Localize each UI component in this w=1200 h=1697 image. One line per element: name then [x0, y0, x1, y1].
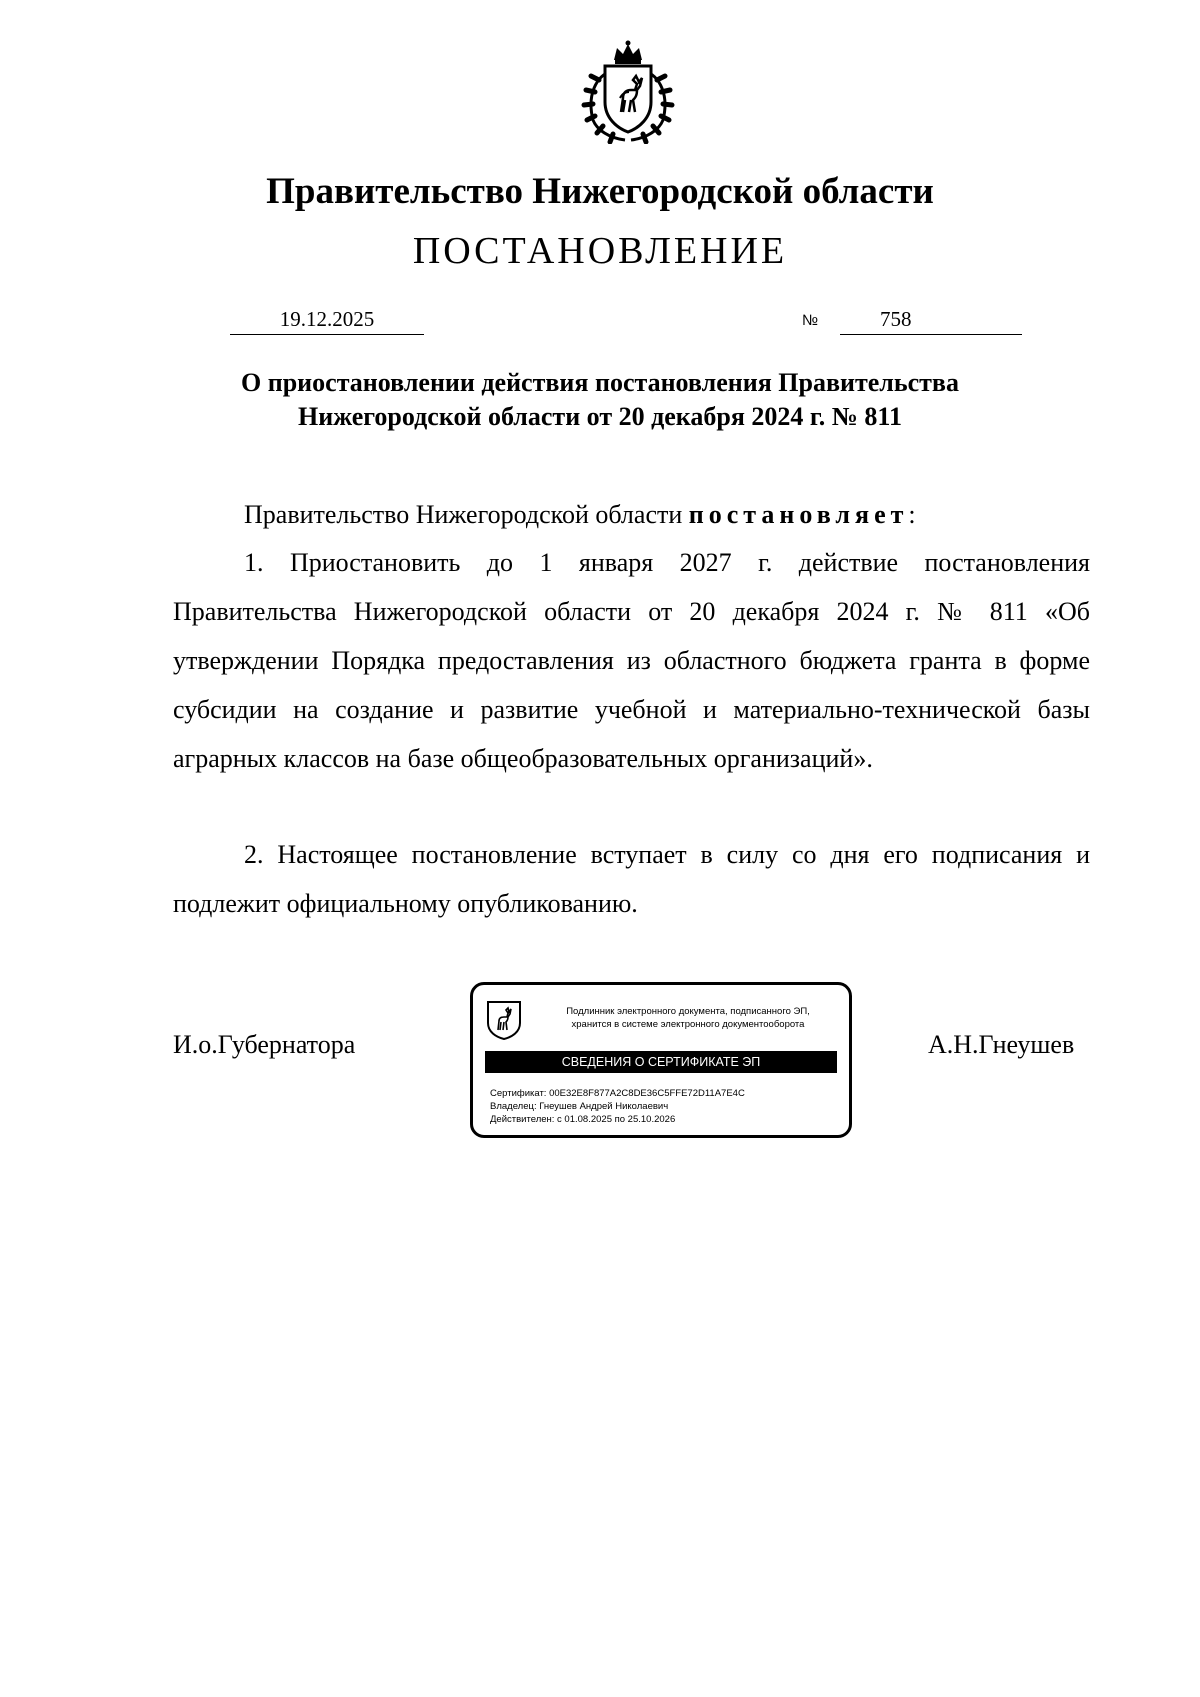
document-date: 19.12.2025 [230, 304, 424, 335]
document-number-field [840, 304, 1022, 335]
document-type: ПОСТАНОВЛЕНИЕ [412, 230, 788, 272]
preamble-text: Правительство Нижегородской области [244, 500, 689, 529]
subject-line: О приостановлении действия постановления Правительства [241, 368, 959, 397]
certificate-owner: Владелец: Гнеушев Андрей Николаевич [490, 1101, 669, 1112]
certificate-number: Сертификат: 00E32E8F877A2C8DE36C5FFE72D11A7E4C [490, 1088, 745, 1099]
paragraph-1: 1. Приостановить до 1 января 2027 г. действие постановления Правительства Нижегородской области от 20 декабря 2024 г. № 811 «Об утверждении Порядка предоставления из областного бюджета гранта в форме субсидии на создание и развитие учебной и материально-технической базы аграрных классов на базе общеобразовательных организаций». [173, 548, 1090, 773]
certificate-validity: Действителен: с 01.08.2025 по 25.10.2026 [490, 1114, 676, 1125]
signer-name: А.Н.Гнеушев [928, 1030, 1075, 1059]
stamp-header: СВЕДЕНИЯ О СЕРТИФИКАТЕ ЭП [485, 1051, 837, 1073]
organization-title: Правительство Нижегородской области [266, 171, 934, 212]
signer-position: И.о.Губернатора [173, 1030, 356, 1059]
deer-shield-icon [485, 999, 523, 1041]
stamp-caption-line: хранится в системе электронного документооборота [571, 1019, 805, 1030]
electronic-signature-stamp [470, 982, 852, 1138]
preamble [244, 490, 916, 539]
stamp-caption-line: Подлинник электронного документа, подписанного ЭП, [566, 1006, 810, 1017]
stamp-caption [543, 1005, 833, 1031]
number-sign: № [802, 312, 819, 329]
paragraph-2: 2. Настоящее постановление вступает в силу со дня его подписания и подлежит официальному опубликованию. [173, 840, 1090, 918]
subject-line: Нижегородской области от 20 декабря 2024 г. № 811 [298, 402, 902, 431]
document-number: 758 [880, 307, 912, 331]
coat-of-arms-icon [573, 40, 683, 144]
certificate-info [490, 1087, 745, 1126]
preamble-colon: : [908, 500, 916, 529]
preamble-verb: постановляет [688, 500, 909, 529]
document-subject [0, 366, 1200, 434]
